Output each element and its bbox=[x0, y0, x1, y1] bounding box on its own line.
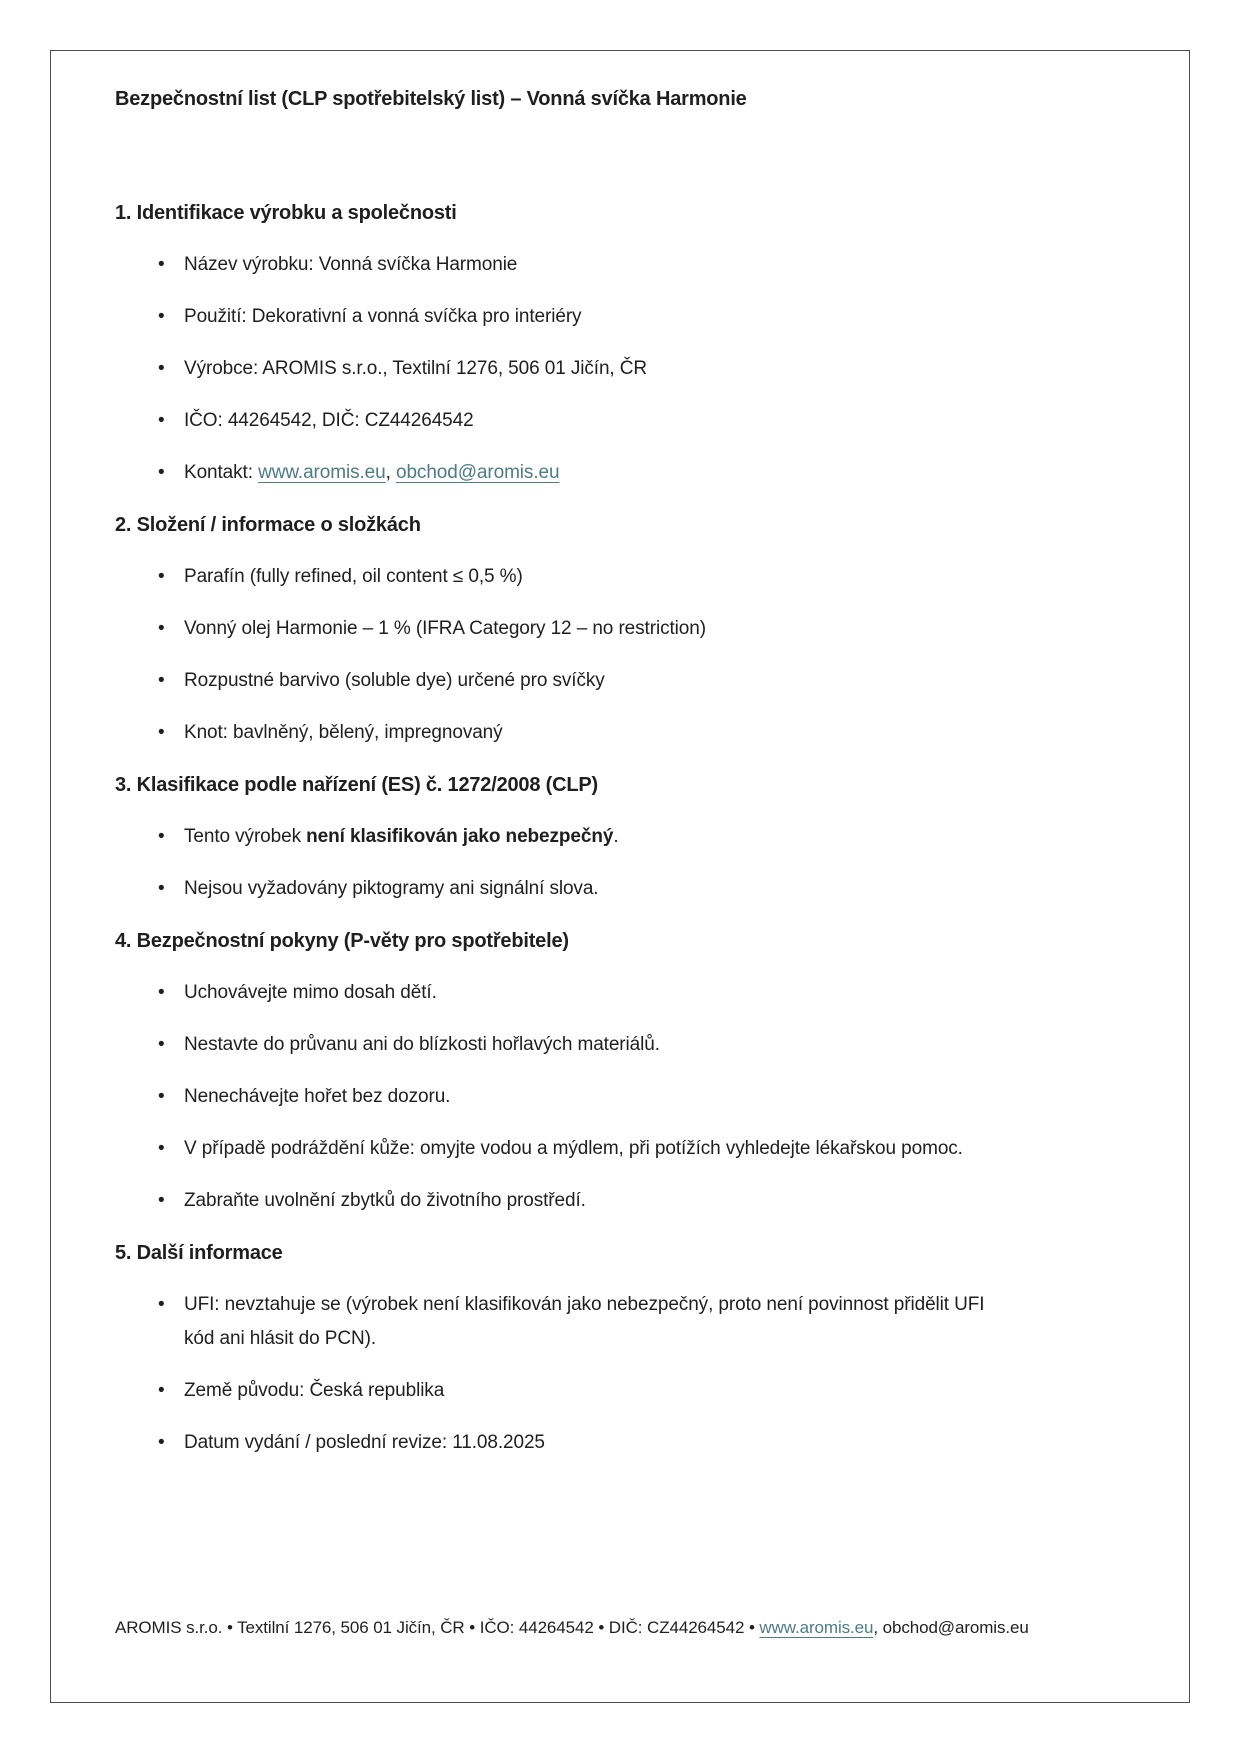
text-run: Rozpustné barvivo (soluble dye) určené pro svíčky bbox=[184, 670, 605, 691]
footer-website-link[interactable]: www.aromis.eu bbox=[759, 1618, 874, 1637]
section-heading-2: 2. Složení / informace o složkách bbox=[115, 514, 421, 536]
text-run: Knot: bavlněný, bělený, impregnovaný bbox=[184, 722, 503, 743]
list-item bbox=[115, 976, 1004, 1010]
list-item bbox=[115, 1028, 1004, 1062]
text-run: Nejsou vyžadovány piktogramy ani signální slova. bbox=[184, 878, 599, 899]
list-item bbox=[115, 300, 1004, 334]
text-run: V případě podráždění kůže: omyjte vodou a mýdlem, při potížích vyhledejte lékařskou pomoc. bbox=[184, 1138, 963, 1159]
page-border bbox=[50, 50, 1190, 1703]
list-item bbox=[115, 1374, 1004, 1408]
list-item bbox=[115, 248, 1004, 282]
section-heading-1: 1. Identifikace výrobku a společnosti bbox=[115, 202, 457, 224]
text-run: Použití: Dekorativní a vonná svíčka pro interiéry bbox=[184, 306, 582, 327]
list-item bbox=[115, 456, 1004, 490]
section-heading-5: 5. Další informace bbox=[115, 1242, 283, 1264]
text-run: , obchod@aromis.eu bbox=[873, 1618, 1029, 1637]
text-run: AROMIS s.r.o. • Textilní 1276, 506 01 Jičín, ČR • IČO: 44264542 • DIČ: CZ44264542 • bbox=[115, 1618, 760, 1637]
text-run: Výrobce: AROMIS s.r.o., Textilní 1276, 506 01 Jičín, ČR bbox=[184, 358, 648, 379]
list-item bbox=[115, 716, 1004, 750]
aromis-email-link[interactable]: obchod@aromis.eu bbox=[395, 462, 560, 483]
text-run: Nestavte do průvanu ani do blízkosti hořlavých materiálů. bbox=[184, 1034, 660, 1055]
list-item bbox=[115, 664, 1004, 698]
list-item bbox=[115, 404, 1004, 438]
aromis-website-link[interactable]: www.aromis.eu bbox=[258, 462, 386, 483]
text-run: Parafín (fully refined, oil content ≤ 0,5 %) bbox=[184, 566, 523, 587]
text-run: Uchovávejte mimo dosah dětí. bbox=[184, 982, 437, 1003]
document-title: Bezpečnostní list (CLP spotřebitelský list) – Vonná svíčka Harmonie bbox=[115, 88, 747, 110]
document-body bbox=[115, 196, 1133, 1478]
section-heading-3: 3. Klasifikace podle nařízení (ES) č. 1272/2008 (CLP) bbox=[115, 774, 598, 796]
list-item bbox=[115, 560, 1004, 594]
text-run: . bbox=[613, 826, 619, 847]
list-item bbox=[115, 1426, 1004, 1460]
list-item bbox=[115, 352, 1004, 386]
list-item bbox=[115, 872, 1004, 906]
text-run: Nenechávejte hořet bez dozoru. bbox=[184, 1086, 451, 1107]
list-item bbox=[115, 1132, 1004, 1166]
text-run: , bbox=[385, 462, 396, 483]
page-footer bbox=[115, 1616, 1029, 1640]
list-item bbox=[115, 820, 1004, 854]
bold-text-run: není klasifikován jako nebezpečný bbox=[306, 826, 614, 847]
list-item bbox=[115, 1184, 1004, 1218]
text-run: Název výrobku: Vonná svíčka Harmonie bbox=[184, 254, 518, 275]
text-run: IČO: 44264542, DIČ: CZ44264542 bbox=[184, 410, 474, 431]
text-run: Datum vydání / poslední revize: 11.08.2025 bbox=[184, 1432, 545, 1453]
list-item bbox=[115, 612, 1004, 646]
text-run: UFI: nevztahuje se (výrobek není klasifikován jako nebezpečný, proto není povinnost přidělit UFI kód ani hlásit do PCN). bbox=[184, 1294, 985, 1349]
text-run: Země původu: Česká republika bbox=[184, 1380, 445, 1401]
section-heading-4: 4. Bezpečnostní pokyny (P-věty pro spotřebitele) bbox=[115, 930, 569, 952]
text-run: Tento výrobek bbox=[184, 826, 307, 847]
list-item bbox=[115, 1288, 1004, 1356]
text-run: Vonný olej Harmonie – 1 % (IFRA Category 12 – no restriction) bbox=[184, 618, 706, 639]
text-run: Kontakt: bbox=[184, 462, 259, 483]
list-item bbox=[115, 1080, 1004, 1114]
text-run: Zabraňte uvolnění zbytků do životního prostředí. bbox=[184, 1190, 586, 1211]
